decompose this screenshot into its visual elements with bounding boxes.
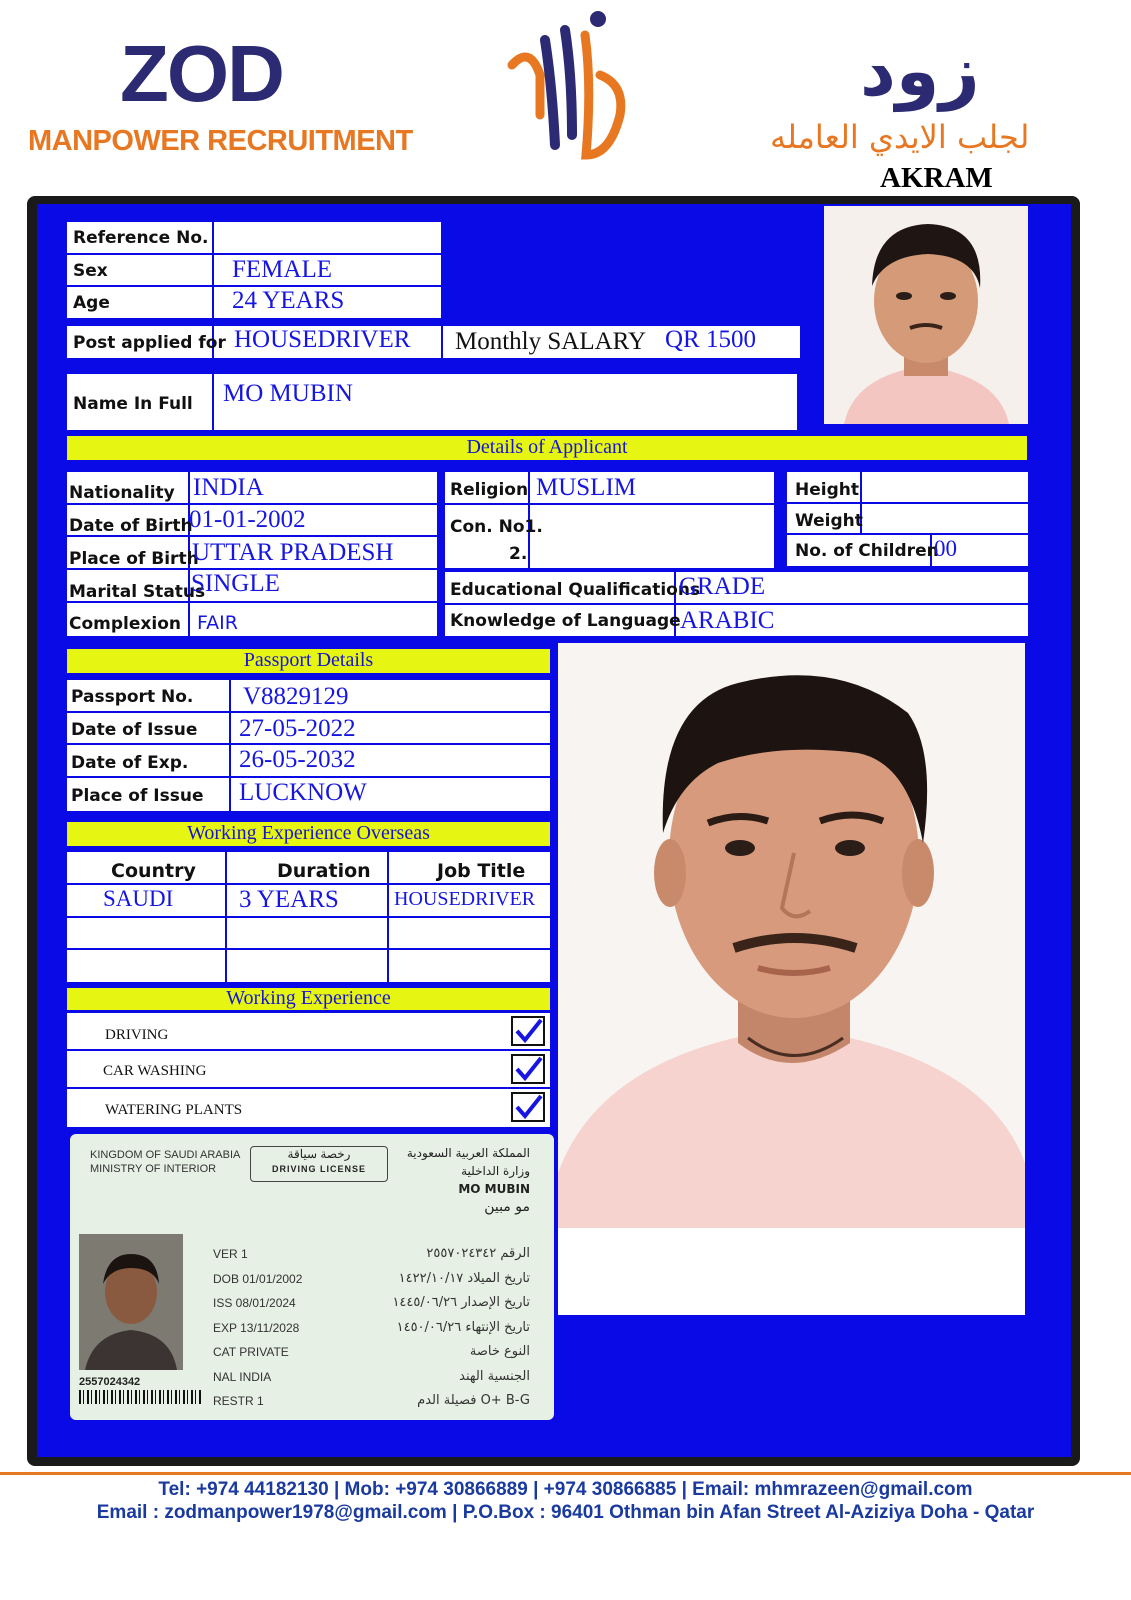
brand-logo-arabic: زود <box>860 30 980 112</box>
license-name: MO MUBIN <box>458 1182 530 1196</box>
religion-label: Religion <box>450 480 529 500</box>
nationality-value: INDIA <box>193 474 264 501</box>
watering-plants-checkbox[interactable] <box>511 1092 545 1122</box>
contact2-label: 2. <box>509 544 528 564</box>
checkmark-icon <box>513 1056 543 1082</box>
reference-label: Reference No. <box>73 228 209 248</box>
language-value: ARABIC <box>680 607 775 634</box>
applicant-portrait-icon <box>824 206 1028 424</box>
experience-heading: Working Experience <box>67 988 550 1010</box>
license-ministry: MINISTRY OF INTERIOR <box>90 1163 217 1175</box>
salary-value: QR 1500 <box>665 326 756 353</box>
pob-label: Place of Birth <box>69 549 199 569</box>
job-title-header: Job Title <box>437 860 526 882</box>
license-kingdom-arabic: المملكة العربية السعودية <box>406 1146 530 1160</box>
issue-date-value: 27-05-2022 <box>239 715 356 742</box>
overseas-table <box>67 852 550 982</box>
job-title-cell: HOUSEDRIVER <box>394 888 536 910</box>
brand-emblem-icon <box>500 5 640 175</box>
table-row <box>67 885 550 918</box>
age-value: 24 YEARS <box>232 287 345 314</box>
applicant-portrait-icon <box>558 643 1025 1315</box>
issue-place-value: LUCKNOW <box>239 779 367 806</box>
education-table <box>445 572 1028 636</box>
religion-value: MUSLIM <box>536 474 637 501</box>
religion-table <box>445 472 774 568</box>
overseas-heading: Working Experience Overseas <box>67 822 550 846</box>
footer-divider <box>0 1472 1131 1475</box>
duration-header: Duration <box>277 860 371 882</box>
list-item <box>67 1089 550 1127</box>
passport-no-label: Passport No. <box>71 687 194 707</box>
sex-value: FEMALE <box>232 256 332 283</box>
brand-subtitle: MANPOWER RECRUITMENT <box>28 125 413 157</box>
brand-logo-text: ZOD <box>120 29 283 118</box>
experience-list <box>67 1013 550 1127</box>
footer-contact-line: Tel: +974 44182130 | Mob: +974 30866889 | +974 30866885 | Email: mhmrazeen@gmail.com <box>158 1479 973 1500</box>
basic-info-table <box>67 222 441 318</box>
name-row <box>67 374 797 430</box>
table-row <box>67 918 550 950</box>
car-washing-checkbox[interactable] <box>511 1054 545 1084</box>
details-heading: Details of Applicant <box>67 436 1027 460</box>
language-label: Knowledge of Language <box>450 611 681 631</box>
education-label: Educational Qualifications <box>450 580 701 600</box>
experience-item-label: WATERING PLANTS <box>105 1102 243 1118</box>
license-field: DOB 01/01/2002 <box>213 1271 303 1286</box>
license-field-arabic: الجنسية الهند <box>459 1368 530 1384</box>
license-title: DRIVING LICENSE <box>271 1164 366 1174</box>
license-photo <box>79 1234 183 1370</box>
nationality-label: Nationality <box>69 483 175 503</box>
height-label: Height <box>795 480 859 500</box>
sex-label: Sex <box>73 261 108 281</box>
marital-label: Marital Status <box>69 582 206 602</box>
name-value: MO MUBIN <box>223 380 353 407</box>
license-name-arabic: مو مبين <box>484 1199 530 1215</box>
license-field: NAL INDIA <box>213 1369 272 1384</box>
license-number: 2557024342 <box>79 1376 141 1388</box>
post-row <box>67 326 800 358</box>
experience-item-label: DRIVING <box>105 1027 169 1043</box>
license-kingdom: KINGDOM OF SAUDI ARABIA <box>90 1149 241 1161</box>
license-field-arabic: الرقم ٢٥٥٧٠٢٤٣٤٢ <box>426 1246 530 1261</box>
license-field-arabic: النوع خاصة <box>469 1344 530 1359</box>
issue-place-label: Place of Issue <box>71 786 204 806</box>
issue-date-label: Date of Issue <box>71 720 198 740</box>
age-label: Age <box>73 293 110 313</box>
license-field: ISS 08/01/2024 <box>213 1296 296 1310</box>
license-portrait-icon <box>79 1234 183 1370</box>
list-item <box>67 1013 550 1051</box>
license-title-arabic: رخصة سياقة <box>287 1147 351 1161</box>
barcode-icon <box>79 1390 203 1404</box>
dob-value: 01-01-2002 <box>189 506 306 533</box>
license-fields-arabic <box>392 1242 530 1414</box>
applicant-photo-large <box>558 643 1025 1315</box>
physical-table <box>787 472 1028 566</box>
driving-checkbox[interactable] <box>511 1016 545 1046</box>
checkmark-icon <box>513 1094 543 1120</box>
checkmark-icon <box>513 1018 543 1044</box>
applicant-photo-small <box>824 206 1028 424</box>
license-field: VER 1 <box>213 1247 248 1261</box>
post-value: HOUSEDRIVER <box>234 326 411 353</box>
passport-no-value: V8829129 <box>243 683 349 710</box>
pob-value: UTTAR PRADESH <box>192 539 394 566</box>
table-row <box>67 950 550 982</box>
expiry-date-label: Date of Exp. <box>71 753 189 773</box>
agent-name: AKRAM <box>880 162 993 194</box>
footer-address-line: Email : zodmanpower1978@gmail.com | P.O.Box : 96401 Othman bin Afan Street Al-Aziziya Doha - Qatar <box>96 1502 1035 1523</box>
complexion-label: Complexion <box>69 614 181 634</box>
contact1-label: Con. No1. <box>450 517 543 537</box>
weight-label: Weight <box>795 511 863 531</box>
dob-label: Date of Birth <box>69 516 193 536</box>
country-header: Country <box>111 860 196 882</box>
duration-cell: 3 YEARS <box>239 886 339 913</box>
salary-label: Monthly SALARY <box>455 328 647 355</box>
marital-value: SINGLE <box>191 570 280 597</box>
license-field-arabic: تاريخ الإنتهاء ١٤٥٠/٠٦/٢٦ <box>396 1319 530 1335</box>
license-field: EXP 13/11/2028 <box>213 1320 300 1335</box>
country-cell: SAUDI <box>103 886 174 911</box>
license-field-arabic: تاريخ الميلاد ١٤٢٢/١٠/١٧ <box>398 1270 530 1286</box>
driving-license-card <box>70 1134 554 1420</box>
experience-item-label: CAR WASHING <box>103 1063 207 1079</box>
name-label: Name In Full <box>73 394 193 414</box>
license-field-arabic: فصيلة الدم O+ B-G <box>417 1393 530 1408</box>
children-label: No. of Children <box>795 541 939 561</box>
list-item <box>67 1051 550 1089</box>
brand-subtitle-arabic: لجلب الايدي العامله <box>770 118 1030 156</box>
passport-heading: Passport Details <box>67 649 550 673</box>
personal-details-table <box>67 472 437 636</box>
passport-table <box>67 680 550 811</box>
license-ministry-arabic: وزارة الداخلية <box>461 1164 530 1178</box>
post-label: Post applied for <box>73 333 226 353</box>
expiry-date-value: 26-05-2032 <box>239 746 356 773</box>
children-value: 00 <box>934 536 957 561</box>
license-field-arabic: تاريخ الإصدار ١٤٤٥/٠٦/٢٦ <box>392 1295 530 1310</box>
license-field: RESTR 1 <box>213 1394 264 1408</box>
complexion-value: FAIR <box>197 612 238 634</box>
license-field: CAT PRIVATE <box>213 1345 289 1359</box>
education-value: GRADE <box>679 573 766 600</box>
license-fields <box>213 1242 302 1414</box>
